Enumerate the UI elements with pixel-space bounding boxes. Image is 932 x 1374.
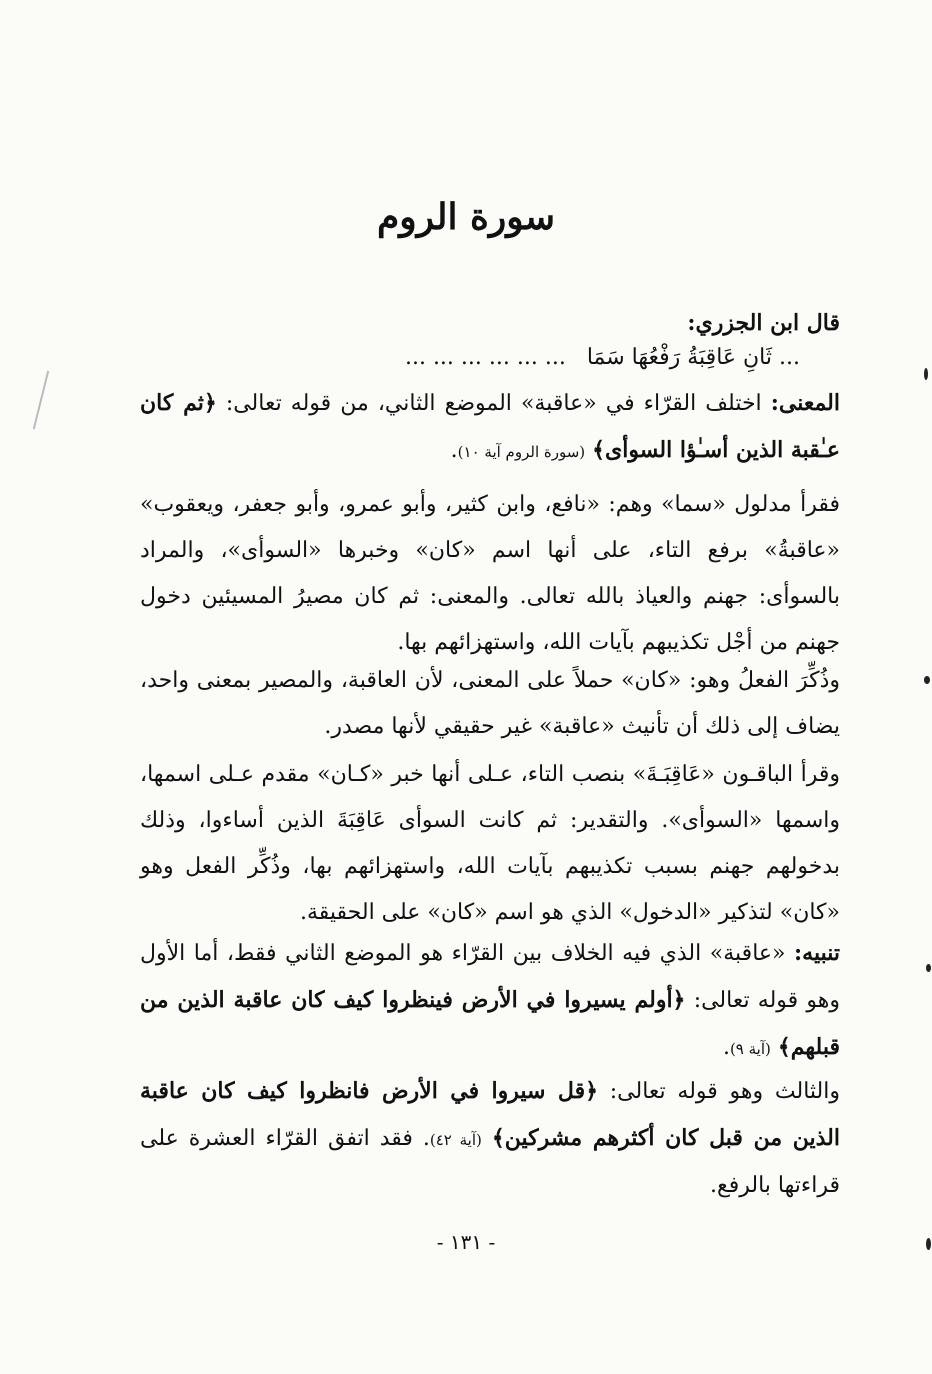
verse-reference: (آية ٤٢): [429, 1131, 482, 1149]
paragraph-nasb-reading: وقرأ الباقـون «عَاقِبَـةَ» بنصب التاء، عـلى أنها خبر «كـان» مقدم عـلى اسمها، واسمها «السوأى». والتقدير: ثم كانت السوأى عَاقِبَةَ الذين أساءوا، وذلك بدخولهم جهنم بسبب تكذيبهم بآيات الله، واستهزائهم بها، وذُكِّر الفعل وهو «كان» لتذكير «الدخول» الذي هو اسم «كان» على الحقيقة.: [140, 762, 840, 925]
note-text: «عاقبة» الذي فيه الخلاف بين القرّاء هو الموضع الثاني فقط، أما الأول وهو قوله تعالى:: [140, 941, 840, 1013]
scan-scratch: [33, 371, 49, 430]
third-conclusion: . فقد اتفق القرّاء العشرة على قراءتها بالرفع.: [140, 1126, 840, 1198]
verse-reference: (سورة الروم آية ١٠): [457, 443, 586, 461]
verse-reference: (آية ٩): [729, 1040, 771, 1058]
paragraph-masculine-verb: وذُكِّرَ الفعلُ وهو: «كان» حملاً على المعنى، لأن العاقبة، والمصير بمعنى واحد، يضاف إلى ذلك أن تأنيث «عاقبة» غير حقيقي لأنها مصدر.: [140, 668, 840, 739]
sentence-end: .: [722, 1035, 730, 1060]
quran-quote: ﴿ثم كان عـٰقبة الذين أسـٰؤا السوأى﴾: [140, 390, 840, 463]
surah-title: سورة الروم: [376, 196, 556, 238]
scan-mark: [924, 368, 928, 380]
paragraph-meaning: [140, 380, 840, 475]
paragraph-third-place: [140, 1068, 840, 1209]
page-number: - ١٣١ -: [436, 1230, 496, 1254]
scan-mark: [926, 1238, 931, 1250]
meaning-label: المعنى:: [770, 390, 840, 416]
paragraph-note: [140, 930, 840, 1072]
scan-mark: [926, 964, 931, 972]
sentence-end: .: [450, 438, 458, 463]
third-text: والثالث وهو قوله تعالى:: [609, 1079, 840, 1104]
note-label: تنبيه:: [794, 940, 840, 966]
scan-mark: [924, 676, 930, 684]
verse-trailing-dots: ... ... ... ... ... ...: [404, 345, 566, 370]
quran-quote: ﴿أولم يسيروا في الأرض فينظروا كيف كان عاقبة الذين من قبلهم﴾: [140, 987, 840, 1060]
poem-verse: [160, 338, 800, 378]
paragraph-raf-reading: فقرأ مدلول «سما» وهم: «نافع، وابن كثير، وأبو عمرو، وأبو جعفر، ويعقوب» «عاقبةُ» برفع التاء، على أنها اسم «كان» وخبرها «السوأى»، والمراد بالسوأى: جهنم والعياذ بالله تعالى. والمعنى: ثم كان مصيرُ المسيئين دخول جهنم من أجْل تكذيبهم بآيات الله، واستهزائهم بها.: [140, 492, 840, 655]
meaning-text: اختلف القرّاء في «عاقبة» الموضع الثاني، من قوله تعالى:: [225, 391, 762, 416]
intro-line: قال ابن الجزري:: [687, 310, 840, 336]
verse-leading-dots: ...: [779, 345, 800, 370]
quran-quote: ﴿قل سيروا في الأرض فانظروا كيف كان عاقبة الذين من قبل كان أكثرهم مشركين﴾: [140, 1078, 840, 1151]
verse-text: ثَانِ عَاقِبَةُ رَفْعُهَا سَمَا: [586, 345, 773, 370]
